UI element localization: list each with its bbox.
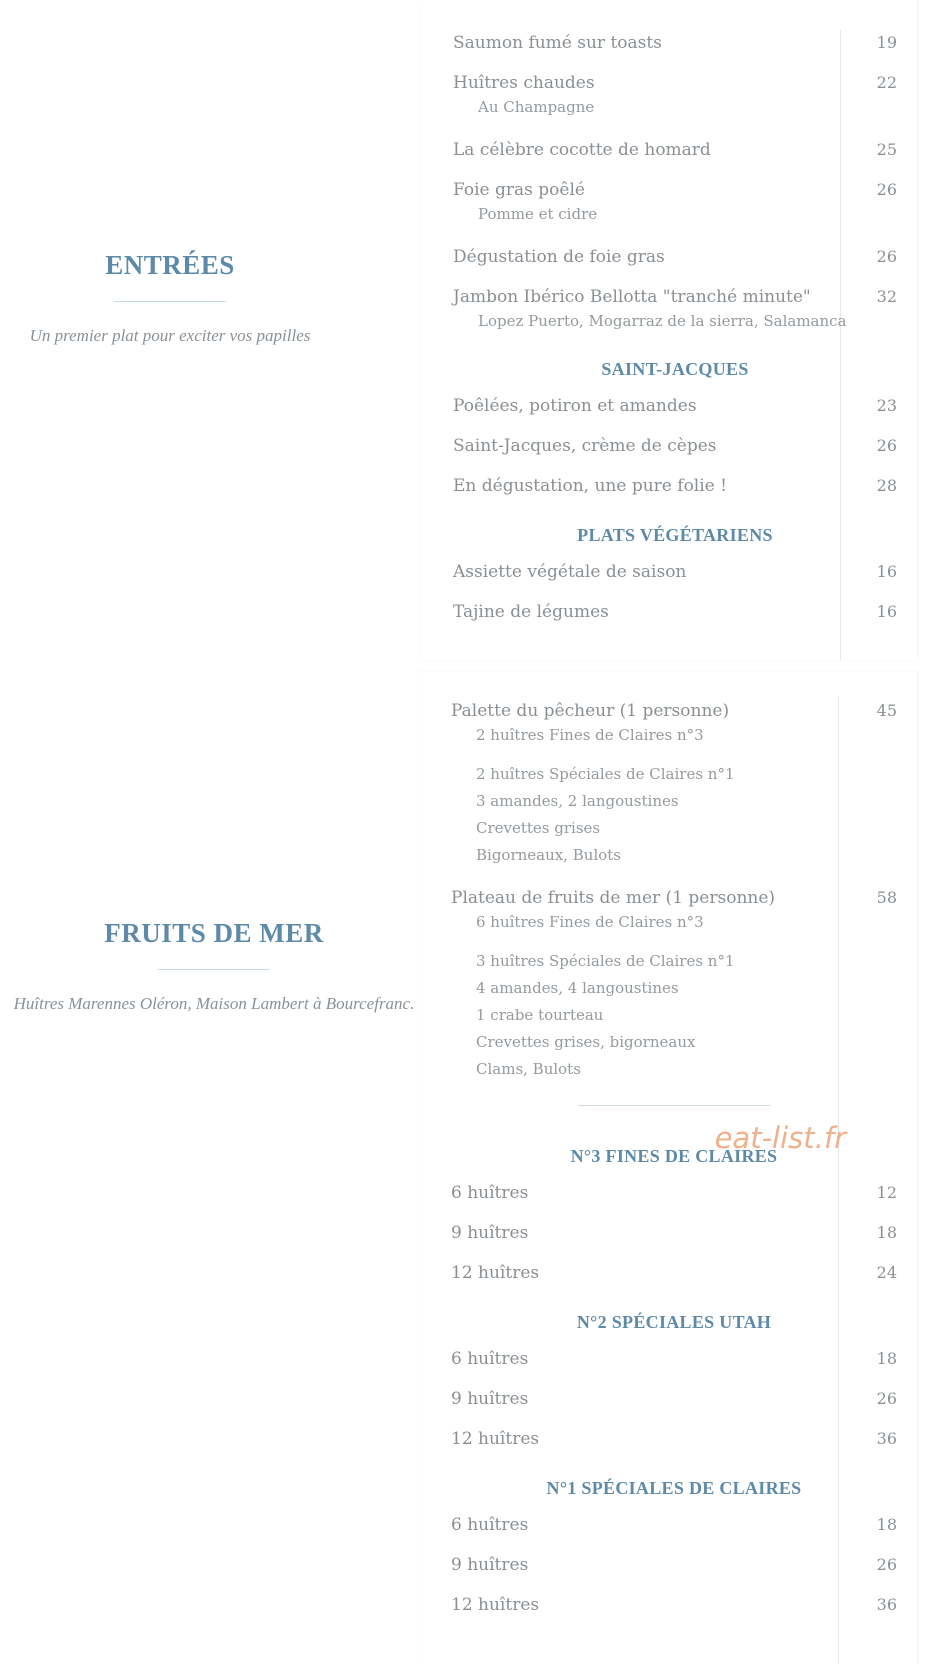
menu-item <box>453 68 897 123</box>
menu-item-price: 25 <box>876 140 897 159</box>
menu-item-row <box>453 282 897 322</box>
menu-item-name: Saint-Jacques, crème de cèpes <box>453 436 717 456</box>
menu-item-name: 12 huîtres <box>451 1263 540 1283</box>
menu-item-row <box>451 1424 897 1464</box>
menu-item-row <box>451 1344 897 1384</box>
group-heading: N°1 SPÉCIALES DE CLAIRES <box>546 1478 802 1498</box>
group-heading: N°2 SPÉCIALES UTAH <box>576 1312 772 1332</box>
group-heading: PLATS VÉGÉTARIENS <box>577 525 773 545</box>
menu-item-detail: 2 huîtres Fines de Claires n°3 <box>476 726 704 744</box>
menu-item-row <box>451 883 897 923</box>
menu-item-price: 26 <box>876 1555 897 1574</box>
menu-item-detail: Pomme et cidre <box>478 205 598 223</box>
fruits-de-mer-title: FRUITS DE MER <box>104 918 324 948</box>
entrees-section <box>0 0 948 660</box>
menu-item <box>451 883 897 1085</box>
menu-item-detail: Lopez Puerto, Mogarraz de la sierra, Salamanca <box>478 312 847 330</box>
fruits-de-mer-section <box>0 672 948 1664</box>
menu-item-detail: 3 amandes, 2 langoustines <box>476 792 679 810</box>
menu-item-name: 9 huîtres <box>451 1389 529 1409</box>
menu-item-name: Assiette végétale de saison <box>453 562 687 582</box>
menu-item-row <box>453 391 897 431</box>
menu-item-name: 9 huîtres <box>451 1223 529 1243</box>
menu-item-row <box>451 1510 897 1550</box>
menu-item-name: Poêlées, potiron et amandes <box>453 396 697 416</box>
menu-item-row <box>453 28 897 68</box>
menu-item-name: La célèbre cocotte de homard <box>453 140 711 160</box>
entrees-subtitle: Un premier plat pour exciter vos papilles <box>29 326 311 345</box>
menu-item-name: En dégustation, une pure folie ! <box>453 476 727 496</box>
menu-item-row <box>451 1590 897 1630</box>
menu-item-name: 12 huîtres <box>451 1429 540 1449</box>
menu-item-row <box>453 471 897 511</box>
menu-item-row <box>451 696 897 736</box>
menu-item-price: 28 <box>876 476 897 495</box>
menu-item-price: 45 <box>876 701 897 720</box>
menu-item-detail: Au Champagne <box>478 98 595 116</box>
menu-item <box>453 28 897 68</box>
section-divider <box>578 1105 770 1106</box>
menu-item-detail: 1 crabe tourteau <box>476 1006 604 1024</box>
menu-item-detail: Crevettes grises, bigorneaux <box>476 1033 696 1051</box>
menu-item-row <box>451 1258 897 1298</box>
menu-item <box>451 696 897 871</box>
group-heading: SAINT-JACQUES <box>601 359 749 379</box>
menu-item-detail: Crevettes grises <box>476 819 601 837</box>
menu-item-detail: 3 huîtres Spéciales de Claires n°1 <box>476 952 735 970</box>
menu-item <box>453 175 897 230</box>
menu-item-name: Saumon fumé sur toasts <box>453 33 662 53</box>
menu-item <box>453 282 897 337</box>
watermark: eat-list.fr <box>714 1121 846 1155</box>
menu-item-row <box>453 175 897 215</box>
menu-item-row <box>453 68 897 108</box>
menu-item-detail: 2 huîtres Spéciales de Claires n°1 <box>476 765 735 783</box>
menu-item-detail: Bigorneaux, Bulots <box>476 846 621 864</box>
menu-item-price: 26 <box>876 247 897 266</box>
entrees-menu-list <box>453 28 897 637</box>
menu-item-price: 26 <box>876 436 897 455</box>
menu-item-name: Dégustation de foie gras <box>453 247 665 267</box>
menu-item-name: 6 huîtres <box>451 1349 529 1369</box>
entrees-title-rule <box>114 301 226 302</box>
fruits-de-mer-menu-list <box>451 696 897 1630</box>
menu-item-price: 26 <box>876 1389 897 1408</box>
menu-item-price: 24 <box>876 1263 897 1282</box>
menu-item-name: 6 huîtres <box>451 1183 529 1203</box>
menu-item-price: 18 <box>876 1223 897 1242</box>
menu-item-row <box>453 431 897 471</box>
menu-item-name: Huîtres chaudes <box>453 73 595 93</box>
menu-item-price: 36 <box>876 1429 897 1448</box>
menu-item-price: 26 <box>876 180 897 199</box>
group-heading: N°3 FINES DE CLAIRES <box>570 1146 778 1166</box>
menu-item-price: 16 <box>876 602 897 621</box>
menu-item-price: 36 <box>876 1595 897 1614</box>
menu-item-price: 12 <box>876 1183 897 1202</box>
menu-item-row <box>453 597 897 637</box>
menu-item-row <box>451 1218 897 1258</box>
menu-item-price: 58 <box>876 888 897 907</box>
menu-item-row <box>453 135 897 175</box>
fruits-de-mer-label <box>0 918 428 1014</box>
menu-item <box>453 135 897 175</box>
menu-item-price: 22 <box>876 73 897 92</box>
menu-item-name: Tajine de légumes <box>453 602 609 622</box>
menu-item-name: 12 huîtres <box>451 1595 540 1615</box>
menu-item-row <box>451 1384 897 1424</box>
entrees-title: ENTRÉES <box>105 250 235 280</box>
menu-item-name: Jambon Ibérico Bellotta "tranché minute" <box>453 287 811 307</box>
fruits-de-mer-title-rule <box>158 969 270 970</box>
menu-item-detail: 6 huîtres Fines de Claires n°3 <box>476 913 704 931</box>
menu-item-name: Palette du pêcheur (1 personne) <box>451 701 730 721</box>
menu-item-row <box>453 557 897 597</box>
menu-item-price: 16 <box>876 562 897 581</box>
menu-item-price: 18 <box>876 1349 897 1368</box>
menu-item-detail: 4 amandes, 4 langoustines <box>476 979 679 997</box>
menu-item-price: 19 <box>876 33 897 52</box>
menu-item-row <box>451 1178 897 1218</box>
menu-item-name: Plateau de fruits de mer (1 personne) <box>451 888 776 908</box>
entrees-label <box>0 250 340 346</box>
menu-item <box>453 242 897 282</box>
menu-item-price: 18 <box>876 1515 897 1534</box>
menu-item-detail: Clams, Bulots <box>476 1060 581 1078</box>
menu-item-price: 32 <box>876 287 897 306</box>
menu-item-row <box>451 1550 897 1590</box>
menu-item-row <box>453 242 897 282</box>
menu-item-price: 23 <box>876 396 897 415</box>
fruits-de-mer-subtitle: Huîtres Marennes Oléron, Maison Lambert à Bourcefranc. <box>13 994 415 1013</box>
menu-item-name: 9 huîtres <box>451 1555 529 1575</box>
menu-item-name: Foie gras poêlé <box>453 180 585 200</box>
menu-item-name: 6 huîtres <box>451 1515 529 1535</box>
